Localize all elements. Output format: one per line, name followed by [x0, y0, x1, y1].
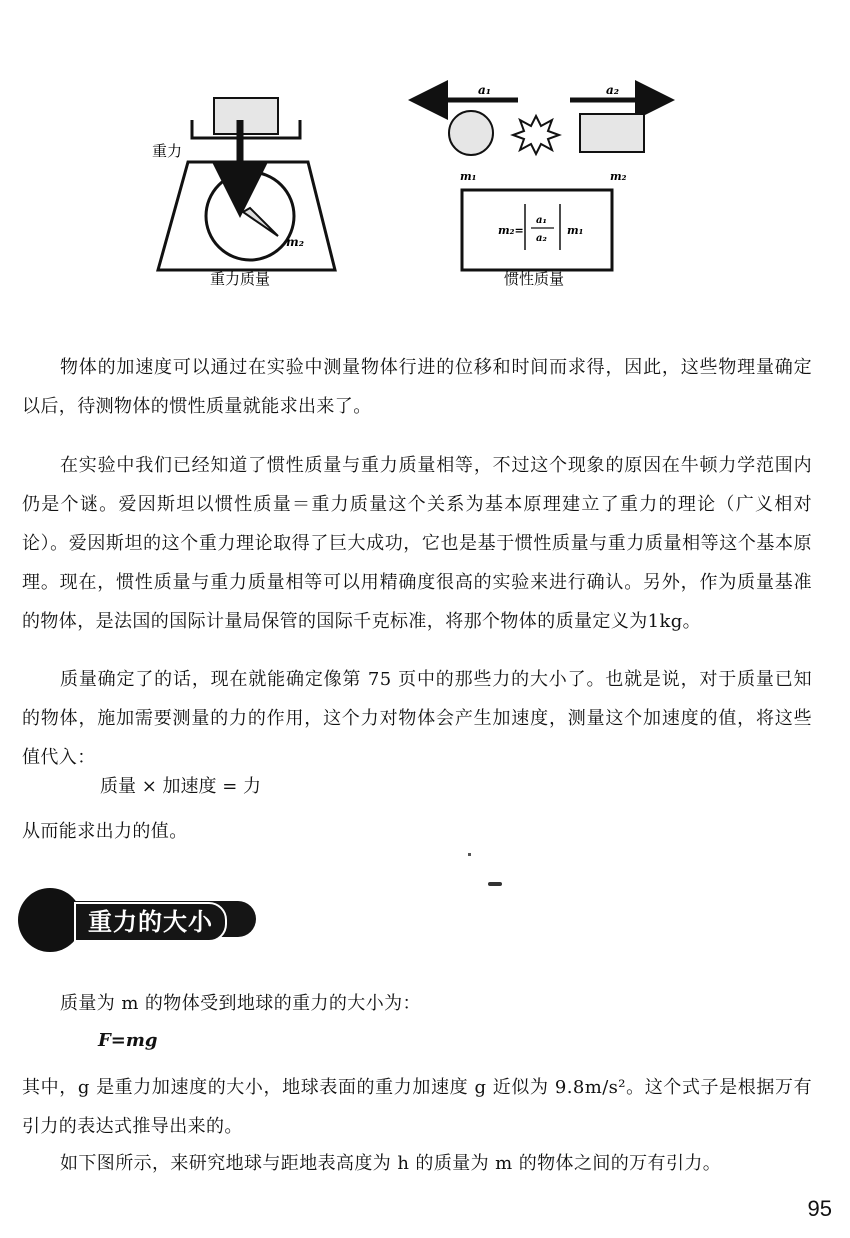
weight-block [214, 98, 278, 134]
paragraph-inertial-measurement: 物体的加速度可以通过在实验中测量物体行进的位移和时间而求得，因此，这些物理量确定以后，待测物体的惯性质量就能求出来了。 [22, 357, 812, 417]
formula-mass-acceleration: 质量 × 加速度 = 力 [100, 776, 262, 797]
frac-a1: a₁ [536, 215, 547, 226]
mass-comparison-figure [140, 80, 700, 300]
gravity-mass-caption: 重力质量 [210, 270, 271, 288]
formula-f-mg: F=mg [98, 1030, 158, 1051]
paragraph-universal-gravitation: 如下图所示，来研究地球与距地表高度为 h 的质量为 m 的物体之间的万有引力。 [60, 1153, 722, 1174]
section-title: 重力的大小 [74, 902, 227, 942]
scan-speck [488, 882, 502, 886]
frac-a2: a₂ [536, 233, 547, 244]
paragraph-gravity-acceleration: 其中，g 是重力加速度的大小，地球表面的重力加速度 g 近似为 9.8m/s²。这个式子是根据万有引力的表达式推导出来的。 [22, 1077, 812, 1137]
paragraph-gravity-magnitude: 质量为 m 的物体受到地球的重力的大小为： [60, 993, 421, 1014]
page-number: 95 [807, 1196, 832, 1221]
scan-speck [468, 853, 471, 856]
paragraph-force-determination: 质量确定了的话，现在就能确定像第 75 页中的那些力的大小了。也就是说，对于质量已知的物体，施加需要测量的力的作用，这个力对物体会产生加速度，测量这个加速度的值，将这些值代入： [22, 669, 812, 768]
collision-burst-icon [513, 116, 559, 154]
block-m2 [580, 114, 644, 152]
m2-label-right: m₂ [610, 170, 627, 183]
paragraph-equivalence-principle: 在实验中我们已经知道了惯性质量与重力质量相等，不过这个现象的原因在牛顿力学范围内仍是个谜。爱因斯坦以惯性质量＝重力质量这个关系为基本原理建立了重力的理论（广义相对论）。爱因斯坦的这个重力理论取得了巨大成功，它也是基于惯性质量与重力质量相等这个基本原理。现在，惯性质量与重力质量相等可以用精确度很高的实验来进行确认。另外，作为质量基准的物体，是法国的国际计量局保管的国际千克标准，将那个物体的质量定义为1kg。 [22, 455, 812, 632]
formula-box [462, 190, 612, 270]
inertial-mass-caption: 惯性质量 [504, 270, 565, 288]
ball-m1 [449, 111, 493, 155]
scale-diagram [152, 98, 335, 288]
a2-label: a₂ [606, 83, 620, 97]
paragraph-force-value: 从而能求出力的值。 [22, 821, 188, 842]
section-heading [18, 888, 258, 954]
heading-disc [18, 888, 82, 952]
formula-m2: m₂= [498, 224, 524, 237]
a1-label: a₁ [478, 83, 492, 97]
m2-label-left: m₂ [286, 235, 304, 249]
mass-diagram [140, 80, 700, 300]
m1-label-right: m₁ [460, 170, 477, 183]
formula-m1: m₁ [567, 224, 584, 237]
gravity-label: 重力 [152, 142, 183, 160]
inertial-diagram [428, 83, 655, 288]
